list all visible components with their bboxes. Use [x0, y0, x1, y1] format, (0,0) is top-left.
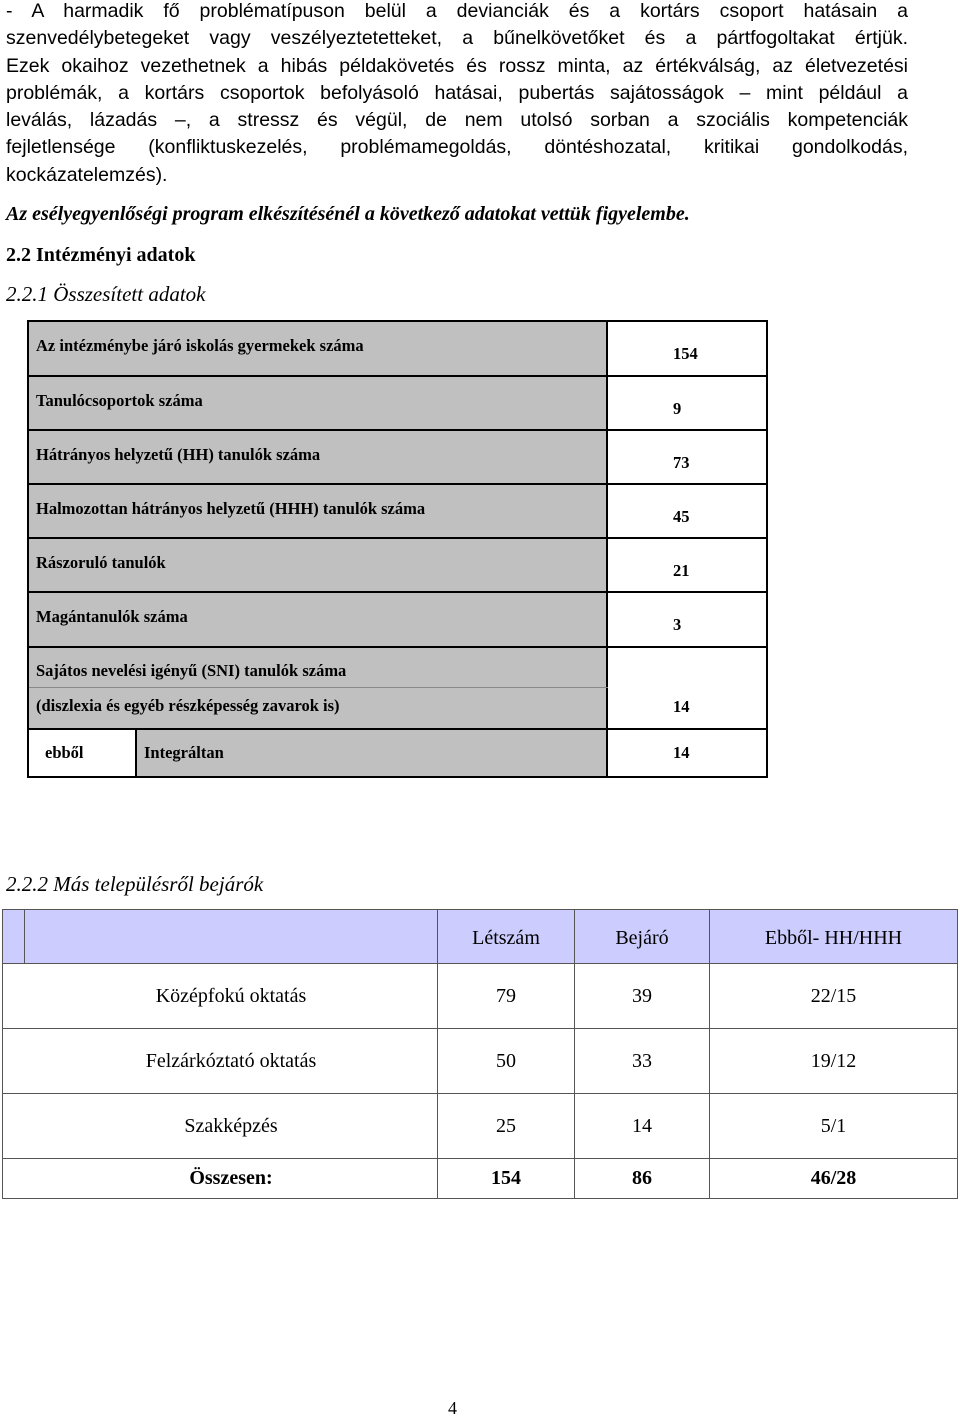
total-label: Összesen:	[189, 1167, 273, 1189]
header-cell-blank	[25, 910, 437, 963]
table-row	[29, 377, 766, 429]
program-sentence: Az esélyegyenlőségi program elkészítésénél a következő adatokat vettük figyelembe.	[6, 203, 690, 225]
row-hh: 22/15	[810, 984, 857, 1007]
table-row	[29, 539, 766, 591]
paragraph-line: - A harmadik fő problématípuson belül a devianciák és a kortárs csoport hatásain a	[6, 0, 908, 22]
subsection-heading-commuters: 2.2.2 Más településről bejárók	[6, 872, 264, 896]
total-bejaro: 86	[632, 1167, 652, 1189]
row-label: Középfokú oktatás	[155, 984, 307, 1007]
row-hh: 19/12	[810, 1049, 857, 1072]
paragraph-line: kockázatelemzés).	[6, 163, 168, 186]
commuter-table	[2, 909, 958, 1199]
ebbol-prefix: ebből	[29, 730, 137, 776]
subsection-heading-summary: 2.2.1 Összesített adatok	[6, 282, 206, 306]
ebbol-label: Integráltan	[137, 730, 608, 776]
row-label: Magántanulók száma	[29, 593, 608, 646]
row-label: Szakképzés	[184, 1114, 278, 1137]
table-row	[29, 593, 766, 646]
paragraph-line: Ezek okaihoz vezethetnek a hibás példakövetés és rossz minta, az értékválság, az életvezetési	[6, 54, 908, 77]
paragraph-line: szenvedélybetegeket vagy veszélyeztetetteket, a bűnelkövetőket és a pártfogoltakat értjük.	[6, 27, 908, 50]
row-bejaro: 14	[632, 1114, 652, 1137]
row-label: Felzárkóztató oktatás	[145, 1049, 317, 1072]
row-label: Az intézménybe járó iskolás gyermekek száma	[29, 322, 608, 375]
row-value: 14	[673, 697, 690, 716]
page-number: 4	[448, 1398, 457, 1418]
row-label: Sajátos nevelési igényű (SNI) tanulók száma (diszlexia és egyéb részképesség zavarok is)	[29, 648, 608, 728]
row-letszam: 50	[496, 1049, 516, 1072]
row-value: 21	[673, 561, 690, 580]
total-hh: 46/28	[810, 1167, 857, 1189]
row-letszam: 79	[496, 984, 516, 1007]
row-hh: 5/1	[820, 1114, 847, 1137]
table-row	[29, 431, 766, 483]
row-value: 45	[673, 507, 690, 526]
paragraph-line: fejletlensége (konfliktuskezelés, problémamegoldás, döntéshozatal, kritikai gondolkodás,	[6, 136, 908, 159]
intro-paragraph	[6, 0, 908, 189]
row-bejaro: 39	[632, 984, 652, 1007]
paragraph-line: problémák, a kortárs csoportok befolyásoló hatásai, pubertás sajátosságok – mint például a	[6, 81, 908, 104]
header-cell-blank-narrow	[3, 910, 24, 963]
row-value: 14	[673, 743, 690, 762]
row-label: Halmozottan hátrányos helyzetű (HHH) tanulók száma	[29, 485, 608, 537]
row-value: 154	[673, 344, 698, 363]
section-heading: 2.2 Intézményi adatok	[6, 244, 196, 266]
row-value: 3	[673, 615, 682, 634]
header-hh-hhh: Ebből- HH/HHH	[710, 910, 957, 963]
row-value: 9	[673, 399, 682, 418]
table-row-sni	[29, 648, 766, 728]
row-label: Tanulócsoportok száma	[29, 377, 608, 429]
row-letszam: 25	[496, 1114, 516, 1137]
table-row	[29, 322, 766, 375]
row-label: Hátrányos helyzetű (HH) tanulók száma	[29, 431, 608, 483]
row-value: 73	[673, 453, 690, 472]
row-bejaro: 33	[632, 1049, 652, 1072]
row-label: Rászoruló tanulók	[29, 539, 608, 591]
table-row-ebbol	[29, 730, 766, 776]
summary-table	[27, 320, 768, 778]
header-letszam: Létszám	[438, 910, 574, 963]
total-letszam: 154	[491, 1167, 521, 1189]
paragraph-line: leválás, lázadás –, a stressz és végül, de nem utolsó sorban a szociális kompetenciák	[6, 109, 908, 132]
header-bejaro: Bejáró	[575, 910, 709, 963]
table-row	[29, 485, 766, 537]
